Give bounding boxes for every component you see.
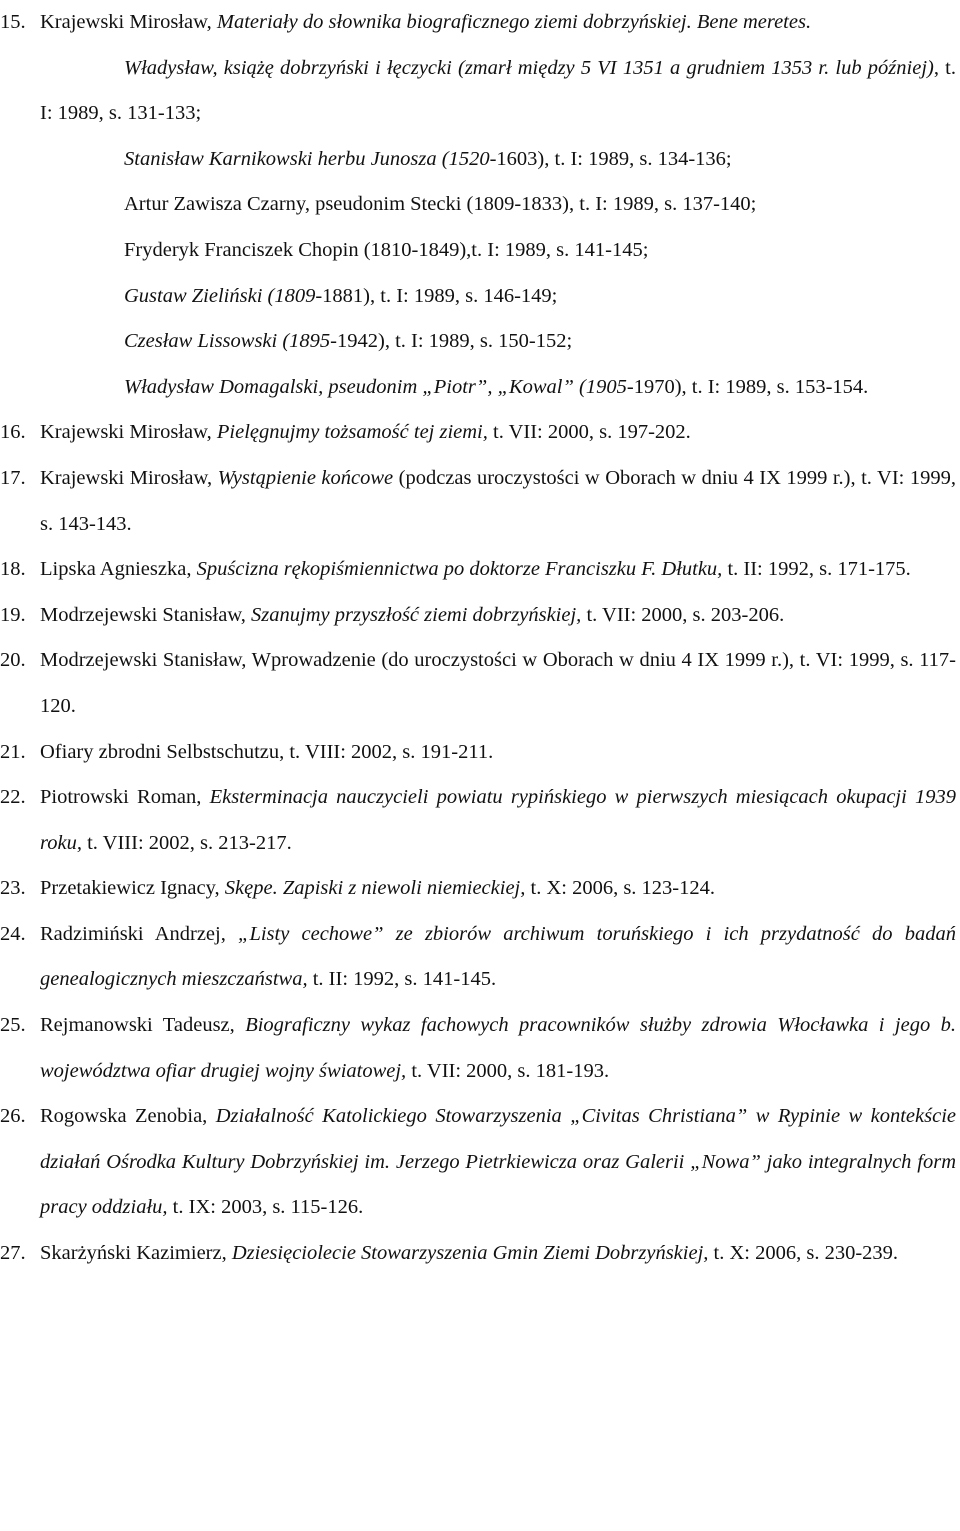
bibliography-entry (0, 547, 960, 593)
entry-number: 16. (0, 421, 26, 444)
entry-number: 27. (0, 1242, 26, 1265)
entry-ref: t. IX: 2003, s. 115-126. (167, 1196, 364, 1219)
sub-entry-ref: -1970), t. I: 1989, s. 153-154. (626, 375, 869, 398)
entry-number: 25. (0, 1014, 26, 1037)
sub-entry-ref: -1603), t. I: 1989, s. 134-136; (489, 147, 732, 170)
entry-number: 17. (0, 466, 26, 489)
entry-number: 18. (0, 558, 26, 581)
bibliography-entry (0, 456, 960, 547)
bibliography-entry (0, 912, 960, 1003)
entry-title: „Listy cechowe” ze zbiorów archiwum toruńskiego i ich przydatność do badań genealogicznych mieszczaństwa, (40, 922, 956, 991)
entry-author: Skarżyński Kazimierz, (40, 1242, 232, 1265)
sub-entry-title: Stanisław Karnikowski herbu Junosza (1520 (124, 147, 490, 170)
entry-number: 15. (0, 11, 26, 33)
bibliography-entry (0, 1094, 960, 1231)
sub-entry-title: Władysław, książę dobrzyński i łęczycki (zmarł między 5 VI 1351 a grudniem 1353 r. lub później) (124, 56, 934, 79)
entry-title: Spuścizna rękopiśmiennictwa po doktorze Franciszku F. Dłutku, (196, 558, 723, 581)
bibliography-entry (0, 638, 960, 729)
sub-entry-ref: -1942), t. I: 1989, s. 150-152; (330, 330, 573, 353)
entry-author: Lipska Agnieszka, (40, 558, 197, 581)
entry-ref: t. II: 1992, s. 141-145. (307, 968, 497, 991)
entry-title: Działalność Katolickiego Stowarzyszenia „Civitas Christiana” w Rypinie w kontekście działań Ośrodka Kultury Dobrzyńskiej im. Jerzego Pietrkiewicza oraz Galerii „Nowa” jako integralnych form pracy oddziału, (40, 1105, 956, 1219)
bibliography-entry (0, 866, 960, 912)
entry-author: Rogowska Zenobia, (40, 1105, 216, 1128)
sub-entry-title: Gustaw Zieliński (1809 (124, 284, 316, 307)
bibliography-entry (0, 410, 960, 456)
sub-entry-ref: Artur Zawisza Czarny, pseudonim Stecki (1809-1833), t. I: 1989, s. 137-140; (124, 193, 757, 216)
entry-title: Biograficzny wykaz fachowych pracowników służby zdrowia Włocławka i jego b. województwa ofiar drugiej wojny światowej, (40, 1014, 956, 1082)
bibliography-entry (0, 730, 960, 776)
entry-text: Ofiary zbrodni Selbstschutzu, t. VIII: 2002, s. 191-211. (40, 740, 494, 763)
entry-number: 19. (0, 603, 26, 626)
entry-author: Krajewski Mirosław, (40, 466, 218, 489)
sub-entry (0, 274, 960, 320)
bibliography-entry (0, 775, 960, 866)
sub-entry (0, 228, 960, 274)
entry-title: Skępe. Zapiski z niewoli niemieckiej, (224, 877, 526, 900)
sub-entry-title: Czesław Lissowski (1895 (124, 330, 331, 353)
entry-title: Materiały do słownika biograficznego ziemi dobrzyńskiej. Bene meretes. (216, 11, 812, 33)
entry-author: Krajewski Mirosław, (40, 11, 217, 33)
sub-entry-title: Władysław Domagalski, pseudonim „Piotr”, „Kowal” (1905 (124, 375, 627, 398)
sub-entry-ref: , t. I: 1989, s. 131-133; (40, 56, 956, 125)
sub-entry-ref: Fryderyk Franciszek Chopin (1810-1849),t. I: 1989, s. 141-145; (124, 238, 649, 261)
entry-ref: t. VII: 2000, s. 181-193. (406, 1059, 610, 1082)
entry-number: 23. (0, 877, 26, 900)
sub-entry (0, 182, 960, 228)
sub-entry (0, 365, 960, 411)
sub-entry (0, 319, 960, 365)
entry-number: 20. (0, 649, 26, 672)
sub-entry-ref: -1881), t. I: 1989, s. 146-149; (315, 284, 558, 307)
bibliography-entry (0, 1003, 960, 1094)
entry-author: Modrzejewski Stanisław, (40, 603, 252, 626)
entry-ref: t. II: 1992, s. 171-175. (722, 558, 911, 581)
entry-number: 21. (0, 740, 26, 763)
entry-ref: t. VIII: 2002, s. 213-217. (81, 831, 292, 854)
entry-title: Wystąpienie końcowe (217, 466, 394, 489)
entry-author: Piotrowski Roman, (40, 786, 210, 809)
entry-title: Dziesięciolecie Stowarzyszenia Gmin Ziemi Dobrzyńskiej, (231, 1242, 709, 1265)
entry-title: Szanujmy przyszłość ziemi dobrzyńskiej, (251, 603, 582, 626)
entry-author: Przetakiewicz Ignacy, (40, 877, 225, 900)
entry-title: Pielęgnujmy tożsamość tej ziemi, (216, 421, 488, 444)
bibliography-entry (0, 1231, 960, 1277)
entry-title: Eksterminacja nauczycieli powiatu rypińskiego w pierwszych miesiącach okupacji 1939 roku, (40, 786, 956, 854)
bibliography-entry (0, 593, 960, 639)
entry-ref: t. X: 2006, s. 230-239. (708, 1242, 899, 1265)
bibliography-entry (0, 0, 960, 46)
entry-number: 24. (0, 922, 26, 945)
entry-number: 26. (0, 1105, 26, 1128)
sub-entry (0, 46, 960, 137)
sub-entry (0, 137, 960, 183)
entry-ref: (podczas uroczystości w Oborach w dniu 4 IX 1999 r.), t. VI: 1999, s. 143-143. (40, 466, 956, 535)
entry-author: Radzimiński Andrzej, (40, 922, 239, 945)
entry-ref: t. VII: 2000, s. 197-202. (487, 421, 691, 444)
entry-ref: t. X: 2006, s. 123-124. (525, 877, 715, 900)
entry-text: Modrzejewski Stanisław, Wprowadzenie (do uroczystości w Oborach w dniu 4 IX 1999 r.), t. VI: 1999, s. 117-120. (40, 649, 956, 717)
entry-ref: t. VII: 2000, s. 203-206. (581, 603, 785, 626)
entry-author: Rejmanowski Tadeusz, (40, 1014, 246, 1037)
entry-number: 22. (0, 786, 26, 809)
entry-author: Krajewski Mirosław, (40, 421, 217, 444)
